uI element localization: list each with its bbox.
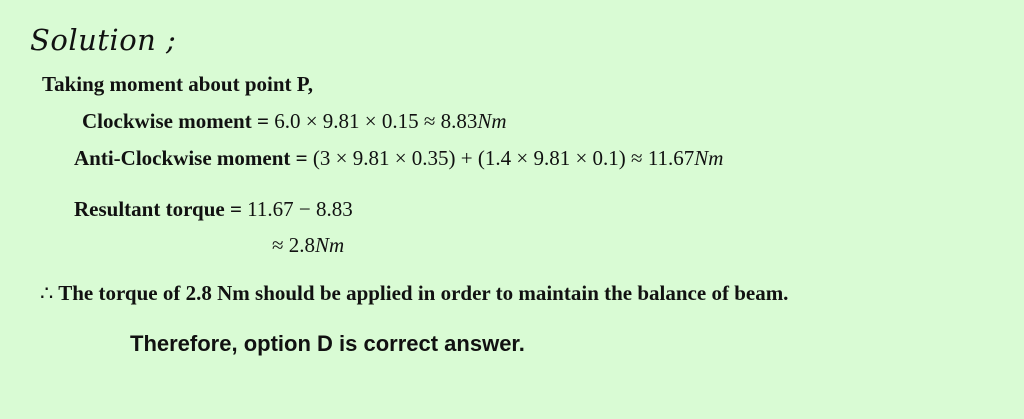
resultant-unit: Nm [315, 233, 345, 257]
final-answer: Therefore, option D is correct answer. [130, 331, 525, 356]
anticlockwise-moment-line [74, 148, 723, 169]
clockwise-unit: Nm [477, 109, 507, 133]
resultant-torque-line [74, 199, 353, 220]
resultant-approx-value: ≈ 2.8 [272, 233, 316, 257]
anticlockwise-unit: Nm [694, 146, 724, 170]
anticlockwise-expression: (3 × 9.81 × 0.35) + (1.4 × 9.81 × 0.1) ≈ 11.67 [312, 146, 695, 170]
solution-heading: Solution ; [30, 23, 177, 57]
resultant-label: Resultant torque = [74, 197, 248, 221]
resultant-expression: 11.67 − 8.83 [247, 197, 353, 221]
therefore-symbol: ∴ [40, 281, 54, 305]
clockwise-expression: 6.0 × 9.81 × 0.15 ≈ 8.83 [274, 109, 478, 133]
clockwise-moment-line [82, 111, 507, 132]
conclusion-line [40, 283, 788, 304]
conclusion-text: The torque of 2.8 Nm should be applied in order to maintain the balance of beam. [53, 281, 789, 305]
clockwise-label: Clockwise moment = [82, 109, 275, 133]
resultant-approx-line [272, 235, 344, 256]
intro-line: Taking moment about point P, [42, 72, 313, 96]
anticlockwise-label: Anti-Clockwise moment = [74, 146, 313, 170]
